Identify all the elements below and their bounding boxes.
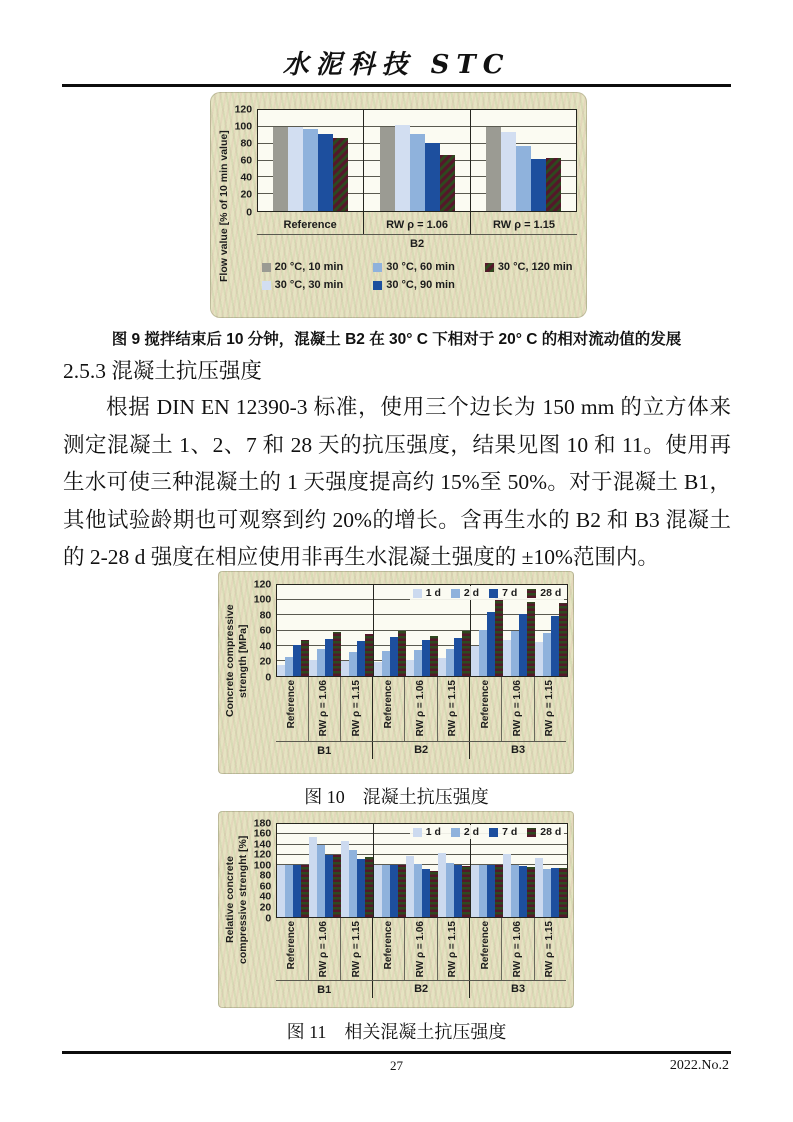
x-axis-labels xyxy=(276,677,566,742)
y-axis-label: Flow value [% of 10 min value] xyxy=(218,130,230,282)
group-label: B3 xyxy=(469,981,566,998)
page-number: 27 xyxy=(390,1058,403,1073)
legend xyxy=(410,825,565,839)
chart xyxy=(224,577,566,768)
bar xyxy=(546,158,561,211)
plot-area xyxy=(257,109,577,212)
legend-marker xyxy=(373,263,382,272)
bar xyxy=(543,633,551,676)
chart-main xyxy=(231,102,577,291)
bar xyxy=(462,866,470,917)
bar xyxy=(446,649,454,676)
category-cell xyxy=(309,585,341,676)
x-label: Reference xyxy=(285,921,297,970)
x-label: RW ρ = 1.06 xyxy=(386,218,449,231)
bar xyxy=(479,630,487,676)
bar xyxy=(406,856,414,917)
bar xyxy=(301,865,309,917)
legend-entry xyxy=(451,587,479,599)
bar xyxy=(535,858,543,917)
legend-entry xyxy=(527,826,561,838)
bar xyxy=(293,645,301,676)
bar xyxy=(293,865,301,917)
bar xyxy=(317,845,325,917)
category-cell xyxy=(341,824,373,917)
x-label-group xyxy=(372,677,469,741)
bar xyxy=(543,869,551,917)
bar xyxy=(559,868,567,917)
y-tick-label: 100 xyxy=(253,858,272,871)
category-cell xyxy=(277,585,309,676)
legend-marker xyxy=(489,828,498,837)
bar xyxy=(454,638,462,676)
x-label: RW ρ = 1.06 xyxy=(318,680,330,737)
chart xyxy=(218,102,577,310)
bar xyxy=(285,657,293,676)
x-label-group xyxy=(257,212,577,234)
bar xyxy=(357,641,365,676)
header-rule xyxy=(62,84,731,87)
y-tick-label: 60 xyxy=(259,624,272,637)
bar xyxy=(380,127,395,211)
y-tick-label: 40 xyxy=(259,639,272,652)
x-label-cell xyxy=(276,918,307,980)
legend-label: 28 d xyxy=(540,587,562,599)
legend-entry xyxy=(262,279,344,291)
legend-entry xyxy=(451,826,479,838)
legend-entry xyxy=(373,279,455,291)
bar xyxy=(511,865,519,917)
figure-10-caption: 图 10 混凝土抗压强度 xyxy=(304,787,489,807)
bar xyxy=(495,598,503,676)
bar xyxy=(501,132,516,211)
bar xyxy=(422,869,430,917)
legend-label: 7 d xyxy=(502,587,518,599)
x-label-cell xyxy=(437,918,469,980)
figure-11-caption: 图 11 相关混凝土抗压强度 xyxy=(286,1022,507,1042)
y-axis-label: Concrete compressive strength [MPa] xyxy=(224,604,250,718)
bar xyxy=(531,159,546,211)
y-tick-label: 0 xyxy=(265,911,272,924)
x-label-cell xyxy=(308,918,340,980)
x-label-cell xyxy=(501,918,533,980)
x-label-group xyxy=(372,918,469,980)
bar xyxy=(438,853,446,917)
y-tick-label: 120 xyxy=(234,102,253,115)
x-label: RW ρ = 1.15 xyxy=(350,921,362,978)
bar xyxy=(325,855,333,917)
group-label-row xyxy=(276,742,566,759)
legend-marker xyxy=(451,828,460,837)
bar xyxy=(503,854,511,917)
figure-11-image xyxy=(218,811,574,1008)
x-label: Reference xyxy=(382,680,394,729)
figure-9-caption: 图 9 搅拌结束后 10 分钟，混凝土 B2 在 30° C 下相对于 20° C 的相对流动值的发展 xyxy=(111,331,682,348)
legend-label: 2 d xyxy=(463,826,480,838)
y-tick-label: 100 xyxy=(253,593,272,606)
bar-group xyxy=(277,824,373,917)
legend-marker xyxy=(489,589,498,598)
y-tick-label: 40 xyxy=(259,890,272,903)
plot-row xyxy=(231,102,577,218)
y-tick-label: 80 xyxy=(259,608,272,621)
x-label: RW ρ = 1.06 xyxy=(512,921,524,978)
category-cell xyxy=(309,824,341,917)
plot-area xyxy=(276,584,568,677)
x-label: Reference xyxy=(382,921,394,970)
legend-marker xyxy=(262,263,271,272)
bar xyxy=(357,859,365,917)
category-cell xyxy=(341,585,373,676)
legend-label: 30 °C, 90 min xyxy=(386,279,455,291)
group-label-row xyxy=(257,235,577,252)
bar xyxy=(446,863,454,917)
bar xyxy=(365,857,373,917)
plot-row xyxy=(250,816,566,924)
category-cell xyxy=(363,110,469,211)
bar xyxy=(430,871,438,918)
bar xyxy=(309,837,317,917)
bar xyxy=(390,865,398,917)
legend-entry xyxy=(262,261,344,273)
bar xyxy=(425,143,440,211)
x-label: Reference xyxy=(479,921,491,970)
legend-label: 30 °C, 60 min xyxy=(386,261,455,273)
figure-9-image xyxy=(210,92,587,318)
bar xyxy=(277,865,285,917)
bar xyxy=(559,603,567,676)
group-label: B2 xyxy=(410,237,425,250)
bar xyxy=(333,632,341,676)
y-tick-label: 20 xyxy=(240,188,253,201)
bar xyxy=(309,660,317,676)
legend-marker xyxy=(527,589,536,598)
legend-entry xyxy=(413,587,441,599)
legend-label: 28 d xyxy=(540,826,562,838)
y-axis-label: Relative concrete compressive strenght [%] xyxy=(224,835,250,965)
x-label: RW ρ = 1.15 xyxy=(350,680,362,737)
legend-label: 1 d xyxy=(425,587,441,599)
bar xyxy=(414,650,422,676)
x-label-cell xyxy=(404,918,436,980)
bar xyxy=(349,850,357,917)
x-axis-labels xyxy=(257,212,577,235)
bar xyxy=(277,665,285,676)
bar xyxy=(479,865,487,917)
legend-entry xyxy=(489,587,517,599)
bar xyxy=(288,127,303,211)
x-label-cell xyxy=(340,677,372,741)
bar xyxy=(527,867,535,917)
y-axis-ticks xyxy=(250,816,276,924)
category-cell xyxy=(374,824,406,917)
bar xyxy=(374,865,382,917)
x-label-cell xyxy=(437,677,469,741)
y-tick-label: 120 xyxy=(253,577,272,590)
bar xyxy=(374,662,382,676)
chart-main xyxy=(250,577,566,759)
category-cell xyxy=(258,110,363,211)
legend-label: 30 °C, 120 min xyxy=(497,261,573,273)
bar xyxy=(519,866,527,917)
journal-title: 水泥科技 STC xyxy=(282,50,511,80)
x-label: RW ρ = 1.06 xyxy=(415,680,427,737)
x-label-group xyxy=(469,918,566,980)
y-tick-label: 0 xyxy=(265,670,272,683)
x-axis-labels xyxy=(276,918,566,981)
bar xyxy=(414,864,422,917)
legend-label: 2 d xyxy=(463,587,480,599)
y-tick-label: 60 xyxy=(240,154,253,167)
x-label-cell xyxy=(470,677,501,741)
y-axis-ticks xyxy=(231,102,257,218)
bar xyxy=(511,631,519,677)
bar xyxy=(487,865,495,917)
bar-group xyxy=(258,110,576,211)
legend-label: 7 d xyxy=(502,826,518,838)
bar xyxy=(422,640,430,676)
x-label: RW ρ = 1.15 xyxy=(447,680,459,737)
bar xyxy=(333,855,341,917)
y-axis-ticks xyxy=(250,577,276,683)
group-label: B2 xyxy=(372,981,469,998)
x-label-cell xyxy=(534,677,566,741)
x-label-group xyxy=(276,677,372,741)
legend-label: 30 °C, 30 min xyxy=(274,279,344,291)
bar xyxy=(551,616,559,676)
x-label: RW ρ = 1.15 xyxy=(544,921,556,978)
x-label: RW ρ = 1.15 xyxy=(544,680,556,737)
group-label: B3 xyxy=(469,742,566,759)
bar xyxy=(341,661,349,676)
bar xyxy=(301,640,309,676)
category-cell xyxy=(374,585,406,676)
y-tick-label: 140 xyxy=(253,837,272,850)
bar xyxy=(317,649,325,676)
x-label: Reference xyxy=(479,680,491,729)
bar xyxy=(486,127,501,211)
y-tick-label: 20 xyxy=(259,655,272,668)
bar xyxy=(349,652,357,676)
chart xyxy=(224,816,566,1004)
bar xyxy=(462,631,470,676)
section-heading: 2.5.3 混凝土抗压强度 xyxy=(63,359,262,383)
legend-entry xyxy=(413,826,441,838)
y-tick-label: 120 xyxy=(253,848,272,861)
bar xyxy=(398,865,406,917)
x-label-cell xyxy=(501,677,533,741)
x-label-cell xyxy=(257,212,363,234)
bar xyxy=(398,631,406,677)
x-label-group xyxy=(276,918,372,980)
category-cell xyxy=(470,110,576,211)
bar xyxy=(471,865,479,917)
x-label-cell xyxy=(534,918,566,980)
legend-marker xyxy=(451,589,460,598)
bar xyxy=(487,612,495,676)
legend-entry xyxy=(373,261,455,273)
plot-row xyxy=(250,577,566,683)
legend-marker xyxy=(413,589,422,598)
bar xyxy=(519,614,527,676)
x-label-group xyxy=(469,677,566,741)
figure-10-image xyxy=(218,571,574,774)
bar xyxy=(341,841,349,917)
y-tick-label: 80 xyxy=(259,869,272,882)
legend xyxy=(410,586,565,600)
bar xyxy=(406,660,414,676)
x-label: RW ρ = 1.15 xyxy=(493,218,555,231)
bar xyxy=(527,602,535,676)
legend-entry xyxy=(527,587,561,599)
y-tick-label: 180 xyxy=(253,816,272,829)
bar xyxy=(318,134,333,211)
x-label-cell xyxy=(404,677,436,741)
y-tick-label: 60 xyxy=(259,880,272,893)
bar xyxy=(333,138,348,211)
chart-main xyxy=(250,816,566,998)
bar xyxy=(382,865,390,917)
bar xyxy=(325,639,333,676)
legend-marker xyxy=(527,828,536,837)
bar xyxy=(471,646,479,676)
legend-marker xyxy=(373,281,382,290)
legend-label: 1 d xyxy=(425,826,441,838)
x-label-cell xyxy=(308,677,340,741)
x-label: Reference xyxy=(285,680,297,729)
bar-group xyxy=(277,585,373,676)
bar xyxy=(382,651,390,676)
x-label-cell xyxy=(373,677,404,741)
x-label: RW ρ = 1.06 xyxy=(512,680,524,737)
x-label: RW ρ = 1.06 xyxy=(415,921,427,978)
bar xyxy=(365,634,373,676)
bar xyxy=(430,636,438,676)
group-label: B1 xyxy=(317,983,332,996)
footer-rule xyxy=(62,1051,731,1054)
legend xyxy=(257,261,577,291)
bar xyxy=(285,865,293,917)
bar xyxy=(535,642,543,676)
bar xyxy=(395,125,410,211)
x-label: Reference xyxy=(283,218,337,231)
bar xyxy=(303,129,318,211)
y-tick-label: 20 xyxy=(259,901,272,914)
body-paragraph: 根据 DIN EN 12390-3 标准，使用三个边长为 150 mm 的立方体来测定混凝土 1、2、7 和 28 天的抗压强度，结果见图 10 和 11。使用再生水可使三种混凝土的 1 天强度提高约 15%至 50%。对于混凝土 B1，其他试验龄期也可观察到约 20%的增长。含再生水的 B2 和 B3 混凝土的 2-28 d 强度在相应使用非再生水混凝土强度的 ±10%范围内。 xyxy=(63,395,731,569)
bar xyxy=(454,865,462,917)
x-label: RW ρ = 1.15 xyxy=(447,921,459,978)
x-label: RW ρ = 1.06 xyxy=(318,921,330,978)
plot-area xyxy=(276,823,568,918)
bar xyxy=(495,865,503,917)
bar xyxy=(410,134,425,211)
y-tick-label: 80 xyxy=(240,137,253,150)
bar xyxy=(551,868,559,917)
x-label-cell xyxy=(373,918,404,980)
issue-label: 2022.No.2 xyxy=(669,1058,729,1073)
x-label-cell xyxy=(340,918,372,980)
legend-entry xyxy=(489,826,517,838)
x-label-cell xyxy=(470,918,501,980)
category-cell xyxy=(277,824,309,917)
y-tick-label: 100 xyxy=(234,119,253,132)
legend-marker xyxy=(262,281,271,290)
y-tick-label: 160 xyxy=(253,827,272,840)
bar xyxy=(438,658,446,676)
bar xyxy=(273,127,288,211)
bar xyxy=(440,155,455,211)
legend-entry xyxy=(485,261,573,273)
group-label: B1 xyxy=(317,744,332,757)
legend-label: 20 °C, 10 min xyxy=(274,261,344,273)
bar xyxy=(503,640,511,676)
x-label-cell xyxy=(276,677,307,741)
legend-marker xyxy=(485,263,494,272)
legend-marker xyxy=(413,828,422,837)
group-label-row xyxy=(276,981,566,998)
y-tick-label: 0 xyxy=(246,205,253,218)
bar xyxy=(390,637,398,676)
x-label-cell xyxy=(470,212,577,234)
group-label: B2 xyxy=(372,742,469,759)
y-tick-label: 40 xyxy=(240,171,253,184)
x-label-cell xyxy=(363,212,470,234)
bar xyxy=(516,146,531,211)
